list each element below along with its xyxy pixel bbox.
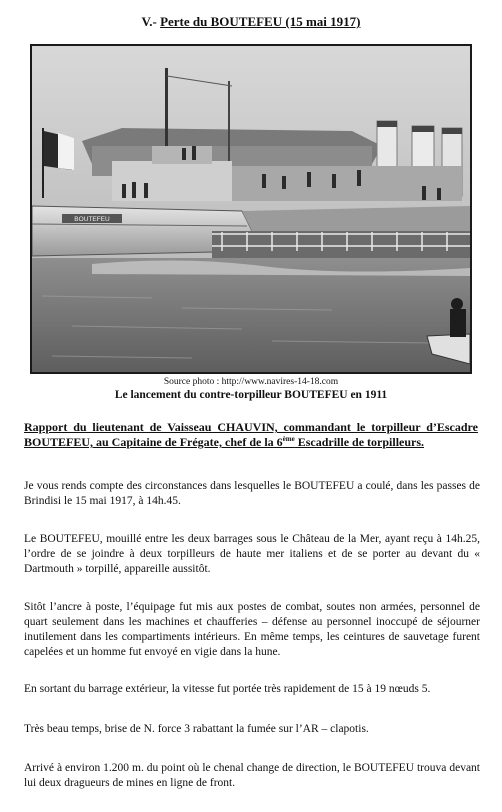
report-paragraph-1: Je vous rends compte des circonstances dans lesquelles le BOUTEFEU a coulé, dans les passes de Brindisi le 15 mai 1917, à 14h.45.: [24, 480, 480, 507]
report-title: [24, 420, 478, 450]
report-title-superscript: ème: [282, 435, 295, 443]
report-paragraph-5: Très beau temps, brise de N. force 3 rabattant la fumée sur l’AR – clapotis.: [24, 723, 369, 735]
photo-source: Source photo : http://www.navires-14-18.com: [163, 377, 339, 387]
section-number: V.-: [141, 14, 161, 29]
photo-illustration: [32, 46, 470, 372]
report-title-end: Escadrille de torpilleurs.: [294, 435, 425, 449]
section-title: Perte du BOUTEFEU (15 mai 1917): [160, 14, 361, 29]
ship-launch-photo: [30, 44, 472, 374]
report-paragraph-2: Le BOUTEFEU, mouillé entre les deux barrages sous le Château de la Mer, ayant reçu à 14h.25, l’ordre de se joindre à deux torpilleurs de haute mer italiens et de se porter au devant du « Dartmouth » torpillé, appareille aussitôt.: [24, 533, 480, 575]
section-heading: [0, 14, 502, 30]
report-paragraph-4: En sortant du barrage extérieur, la vitesse fut portée très rapidement de 15 à 19 nœuds 5.: [24, 683, 431, 695]
report-title-main: Rapport du lieutenant de Vaisseau CHAUVIN, commandant le torpilleur d’Escadre BOUTEFEU, au Capitaine de Frégate, chef de la 6: [24, 420, 478, 449]
report-paragraph-3: Sitôt l’ancre à poste, l’équipage fut mis aux postes de combat, soutes non armées, personnel de quart seulement dans les machines et chaufferies – défense au personnel inoccupé de séjourner inutilement dans les compartiments intérieurs. En même temps, les ceintures de sauvetage furent capelées et un homme fut envoyé en vigie dans la hune.: [24, 601, 480, 658]
photo-caption: Le lancement du contre-torpilleur BOUTEFEU en 1911: [114, 389, 388, 401]
report-paragraph-6: Arrivé à environ 1.200 m. du point où le chenal change de direction, le BOUTEFEU trouva devant lui deux dragueurs de mines en ligne de front.: [24, 762, 480, 789]
hull-name-text: BOUTEFEU: [74, 216, 110, 223]
